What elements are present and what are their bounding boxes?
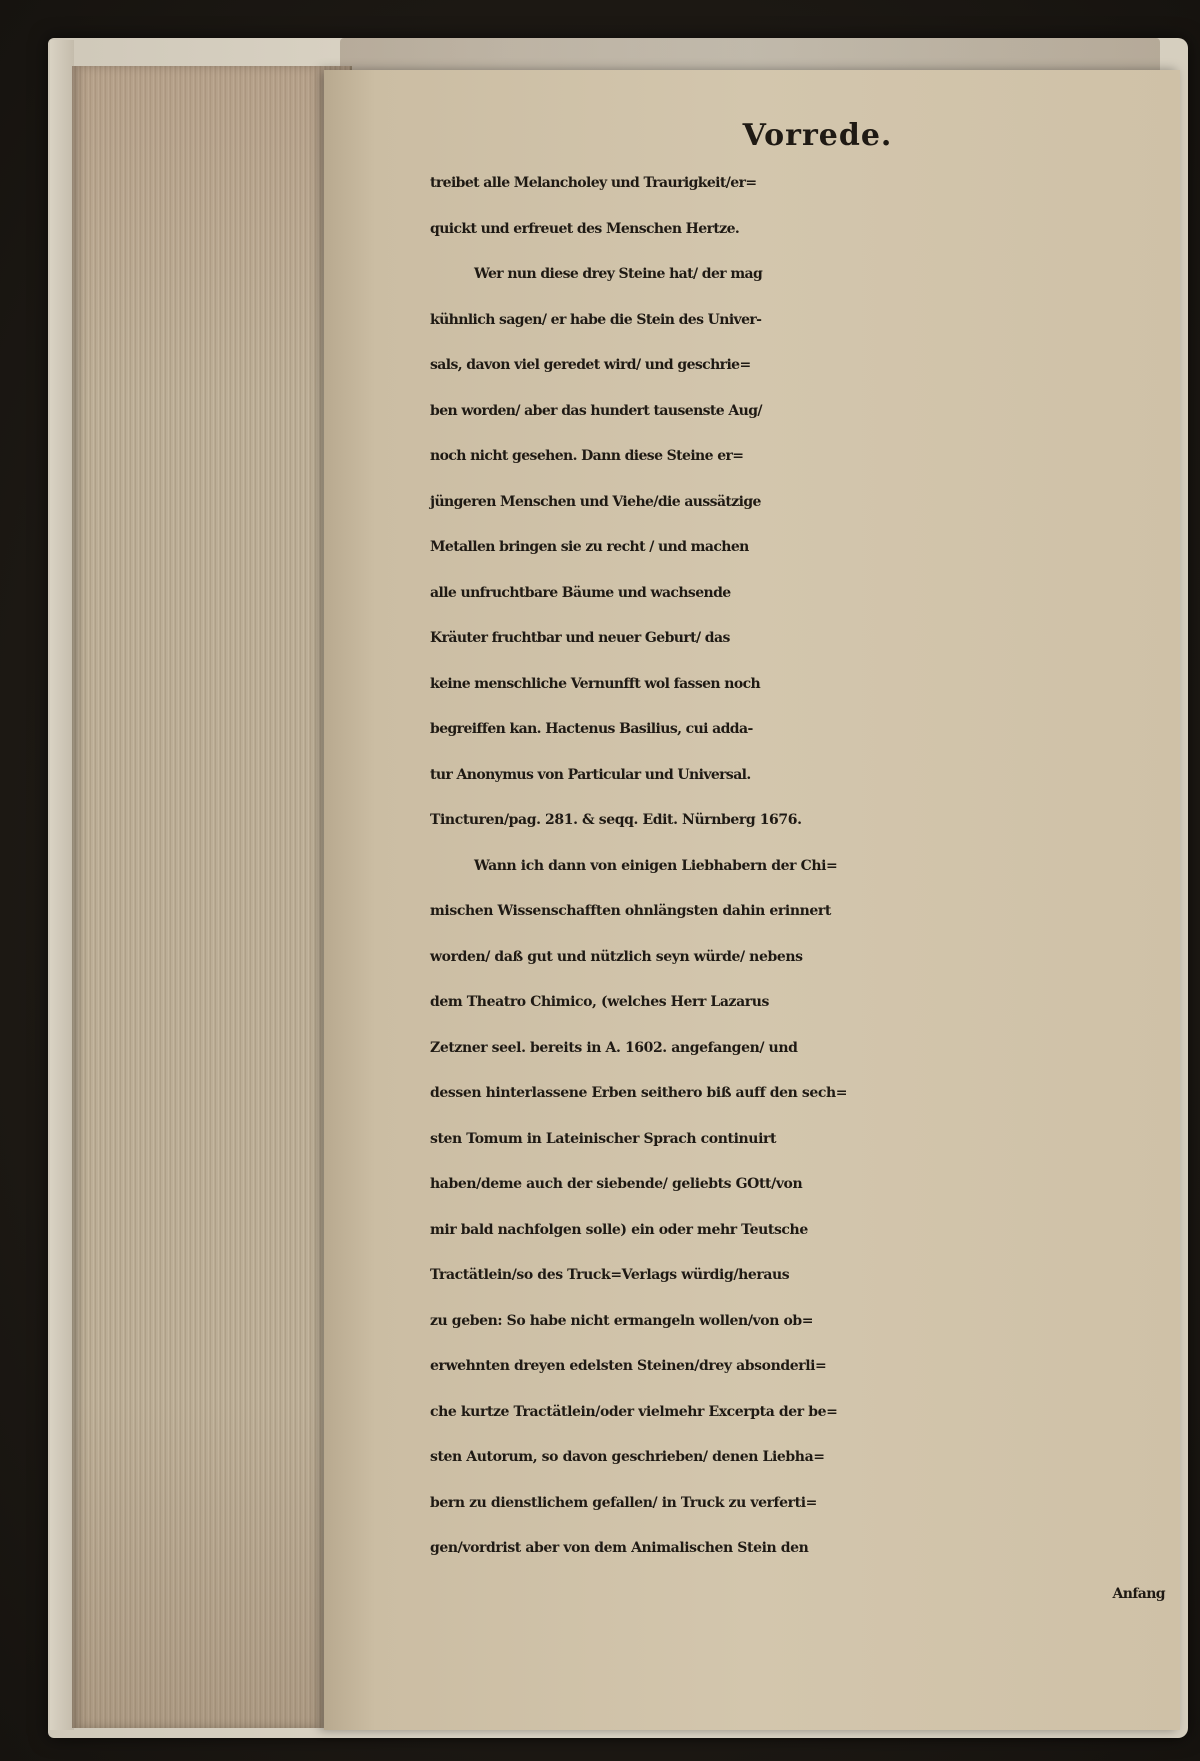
text-line: keine menschliche Vernunfft wol fassen noch — [430, 675, 761, 692]
text-line: Tincturen/pag. 281. & seqq. Edit. Nürnberg 1676. — [430, 812, 802, 828]
text-line: ben worden/ aber das hundert tausenste Aug/ — [430, 402, 762, 419]
text-line: zu geben: So habe nicht ermangeln wollen/von ob= — [430, 1312, 814, 1329]
catchword: Anfang — [1112, 1585, 1165, 1602]
text-line: gen/vordrist aber von dem Animalischen Stein den — [430, 1540, 809, 1556]
text-line: erwehnten dreyen edelsten Steinen/drey absonderli= — [430, 1358, 827, 1374]
text-line: alle unfruchtbare Bäume und wachsende — [430, 584, 731, 601]
text-line: Zetzner seel. bereits in A. 1602. angefangen/ und — [430, 1039, 798, 1056]
text-line: sals, davon viel geredet wird/ und geschrie= — [430, 357, 751, 373]
text-line: noch nicht gesehen. Dann diese Steine er= — [430, 448, 744, 464]
text-line: dem Theatro Chimico, (welches Herr Lazarus — [430, 994, 769, 1010]
text-line: che kurtze Tractätlein/oder vielmehr Excerpta der be= — [430, 1403, 838, 1420]
text-line: jüngeren Menschen und Viehe/die aussätzige — [430, 493, 761, 510]
text-line: mischen Wissenschafften ohnlängsten dahin erinnert — [430, 903, 831, 919]
text-line: mir bald nachfolgen solle) ein oder mehr Teutsche — [430, 1221, 808, 1238]
text-line: Wann ich dann von einigen Liebhabern der Chi= — [474, 857, 838, 874]
page-edges-shade — [72, 66, 350, 1728]
text-line: begreiffen kan. Hactenus Basilius, cui adda- — [430, 721, 753, 737]
text-line: haben/deme auch der siebende/ geliebts GOtt/von — [430, 1176, 803, 1192]
page-text — [430, 118, 1175, 1617]
text-line: kühnlich sagen/ er habe die Stein des Univer- — [430, 311, 762, 328]
text-line: bern zu dienstlichem gefallen/ in Truck zu verferti= — [430, 1494, 817, 1511]
text-line: dessen hinterlassene Erben seithero biß auff den sech= — [430, 1085, 848, 1101]
text-line: sten Tomum in Lateinischer Sprach continuirt — [430, 1130, 777, 1147]
text-line: treibet alle Melancholey und Traurigkeit/er= — [430, 175, 757, 191]
cover-edge — [50, 40, 74, 1730]
text-line: quickt und erfreuet des Menschen Hertze. — [430, 220, 740, 237]
text-line: Wer nun diese drey Steine hat/ der mag — [474, 266, 763, 282]
text-line: Tractätlein/so des Truck=Verlags würdig/heraus — [430, 1267, 790, 1283]
cover-stain — [340, 38, 1160, 74]
text-line: worden/ daß gut und nützlich seyn würde/ nebens — [430, 948, 803, 965]
text-line: sten Autorum, so davon geschrieben/ denen Liebha= — [430, 1449, 825, 1465]
text-line: tur Anonymus von Particular und Universal. — [430, 766, 751, 783]
text-line: Metallen bringen sie zu recht / und machen — [430, 539, 749, 555]
text-line: Kräuter fruchtbar und neuer Geburt/ das — [430, 630, 730, 646]
running-header: Vorrede. — [742, 118, 893, 153]
